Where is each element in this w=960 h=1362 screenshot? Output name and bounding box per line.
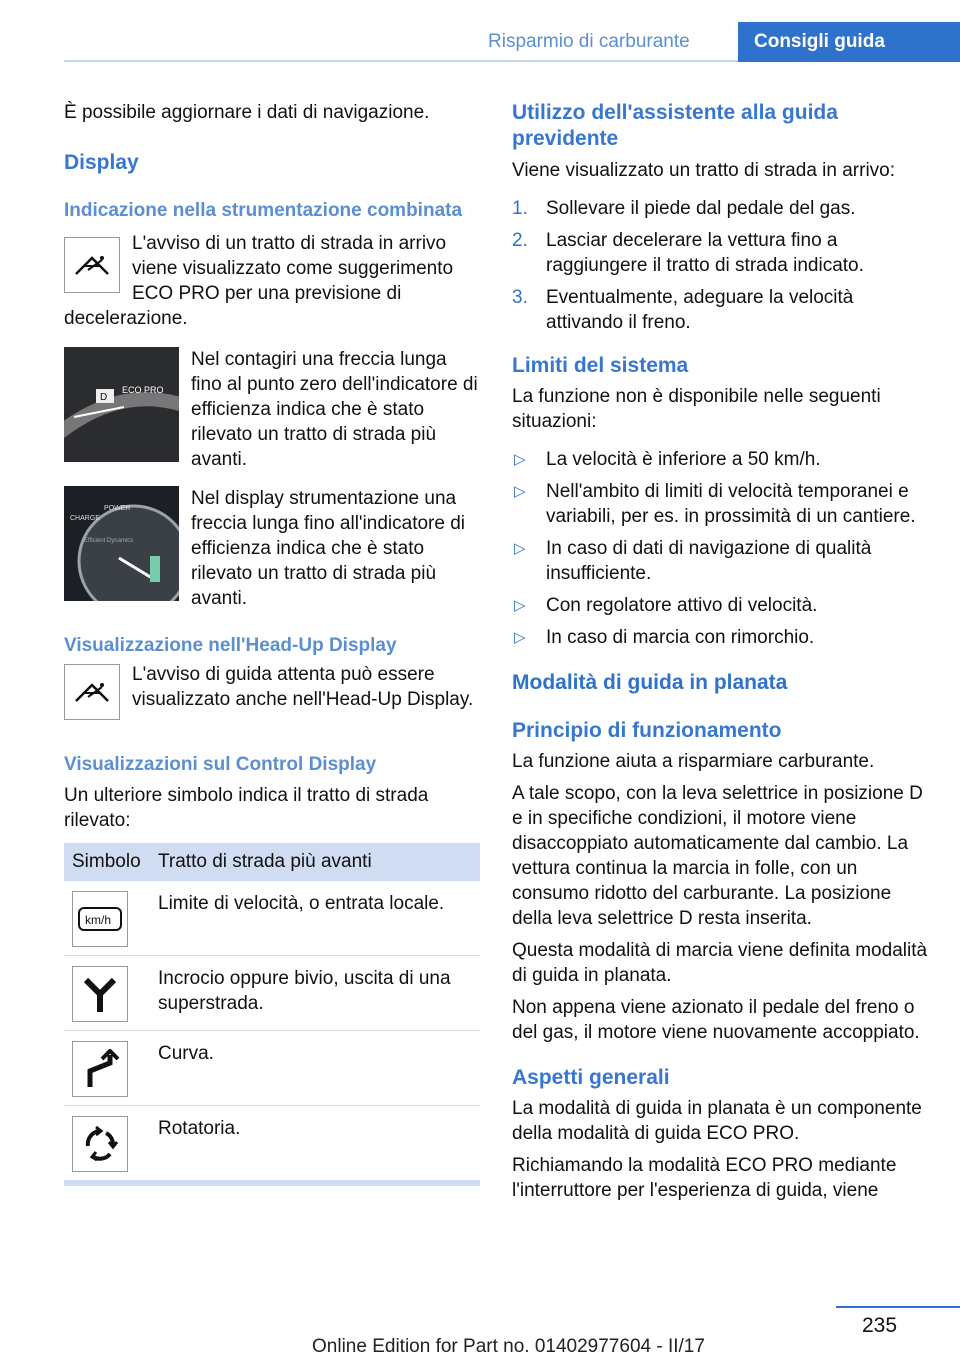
principle-p1: La funzione aiuta a risparmiare carburante.: [512, 751, 875, 772]
roundabout-icon: [72, 1116, 128, 1172]
photo-charge-label: CHARGE: [70, 515, 100, 522]
list-item: 3. Eventualmente, adeguare la velocità attivando il freno.: [512, 287, 854, 333]
limits-heading: Limiti del sistema: [512, 354, 689, 377]
assist-steps: [512, 196, 928, 335]
principle-p2: A tale scopo, con la leva selettrice in posizione D e in specifiche condizioni, il motore viene disaccoppiato automaticamente dal cambio. La vettura continua la marcia in folle, con un consumo ridotto del carburante. La posizione della leva selettrice D resta inserita.: [512, 783, 923, 929]
assist-heading: Utilizzo dell'assistente alla guida previdente: [512, 101, 838, 150]
table-header-road: Tratto di strada più avanti: [150, 843, 480, 881]
table-row: [64, 1031, 480, 1106]
list-item: ▷ La velocità è inferiore a 50 km/h.: [514, 449, 821, 470]
attention-road-icon: [64, 237, 120, 293]
table-header-symbol: Simbolo: [64, 843, 150, 881]
header-tab: Consigli guida: [738, 22, 960, 62]
junction-icon: [72, 966, 128, 1022]
hud-heading: Visualizzazione nell'Head-Up Display: [64, 635, 397, 656]
table-row: [64, 1106, 480, 1181]
left-column: [64, 100, 480, 1186]
footer-edition: Online Edition for Part no. 01402977604 - II/17: [312, 1336, 705, 1357]
bullet-triangle-icon: ▷: [514, 597, 526, 614]
display-text: Nel display strumentazione una freccia lunga fino all'indicatore di efficienza indica che è stato rilevato un tratto di strada più avanti.: [191, 488, 466, 609]
svg-text:D: D: [100, 392, 108, 403]
table-row: [64, 956, 480, 1031]
instrument-display-photo: [64, 486, 179, 601]
hud-text: L'avviso di guida attenta può essere visualizzato anche nell'Head-Up Display.: [132, 664, 474, 710]
bullet-triangle-icon: ▷: [514, 540, 526, 557]
intro-text: È possibile aggiornare i dati di navigazione.: [64, 102, 430, 123]
principle-p3: Questa modalità di marcia viene definita modalità di guida in planata.: [512, 940, 928, 986]
symbol-table: [64, 843, 480, 1180]
principle-heading: Principio di funzionamento: [512, 719, 782, 742]
cd-text: Un ulteriore simbolo indica il tratto di strada rilevato:: [64, 785, 429, 831]
photo-efficient-label: Efficient Dynamics: [84, 538, 134, 544]
instrument-heading: Indicazione nella strumentazione combinata: [64, 200, 463, 221]
footer-rule: [836, 1306, 960, 1308]
hud-block: [64, 662, 480, 726]
photo-power-label: POWER: [104, 505, 131, 512]
table-header-row: [64, 843, 480, 881]
hud-attention-icon: [64, 664, 120, 720]
tachometer-photo: [64, 347, 179, 462]
photo-eco-pro-label: ECO PRO: [122, 385, 164, 395]
display-block: [64, 486, 480, 611]
list-item: 1. Sollevare il piede dal pedale del gas.: [512, 198, 856, 219]
cd-heading: Visualizzazioni sul Control Display: [64, 754, 377, 775]
principle-p4: Non appena viene azionato il pedale del freno o del gas, il motore viene nuovamente accoppiato.: [512, 997, 920, 1043]
list-item: ▷ In caso di dati di navigazione di qualità insufficiente.: [514, 538, 872, 584]
page-number: 235: [862, 1314, 898, 1337]
list-item: ▷ Nell'ambito di limiti di velocità temporanei e variabili, per es. in prossimità di un cantiere.: [514, 481, 916, 527]
bullet-triangle-icon: ▷: [514, 451, 526, 468]
general-heading: Aspetti generali: [512, 1066, 670, 1089]
general-p1: La modalità di guida in planata è un componente della modalità di guida ECO PRO.: [512, 1098, 922, 1144]
limits-text: La funzione non è disponibile nelle seguenti situazioni:: [512, 386, 881, 432]
list-item: ▷ Con regolatore attivo di velocità.: [514, 595, 818, 616]
assist-text: Viene visualizzato un tratto di strada in arrivo:: [512, 160, 896, 181]
bullet-triangle-icon: ▷: [514, 629, 526, 646]
instrument-block: [64, 231, 480, 331]
limits-list: [512, 447, 928, 650]
instrument-text: L'avviso di un tratto di strada in arrivo viene visualizzato come suggerimento ECO PRO per una previsione di decelerazione.: [64, 233, 454, 329]
speed-limit-icon: [72, 891, 128, 947]
list-item: 2. Lasciar decelerare la vettura fino a raggiungere il tratto di strada indicato.: [512, 230, 864, 276]
list-item: ▷ In caso di marcia con rimorchio.: [514, 627, 815, 648]
table-cell-text: Curva.: [150, 1031, 480, 1106]
svg-text:km/h: km/h: [85, 913, 112, 927]
table-row: [64, 881, 480, 956]
table-cell-text: Rotatoria.: [158, 1118, 241, 1139]
table-bottom-bar: [64, 1180, 480, 1186]
tacho-block: [64, 347, 480, 472]
curve-icon: [72, 1041, 128, 1097]
bullet-triangle-icon: ▷: [514, 483, 526, 500]
display-heading: Display: [64, 151, 139, 174]
glide-heading: Modalità di guida in planata: [512, 671, 788, 694]
general-p2: Richiamando la modalità ECO PRO mediante l'interruttore per l'esperienza di guida, viene: [512, 1155, 897, 1201]
table-cell-text: Limite di velocità, o entrata locale.: [150, 881, 480, 956]
tacho-text: Nel contagiri una freccia lunga fino al punto zero dell'indicatore di efficienza indica che è stato rilevato un tratto di strada più avanti.: [191, 349, 478, 470]
right-column: [512, 100, 928, 1203]
table-cell-text: Incrocio oppure bivio, uscita di una superstrada.: [150, 956, 480, 1031]
header-section: Risparmio di carburante: [488, 31, 690, 52]
